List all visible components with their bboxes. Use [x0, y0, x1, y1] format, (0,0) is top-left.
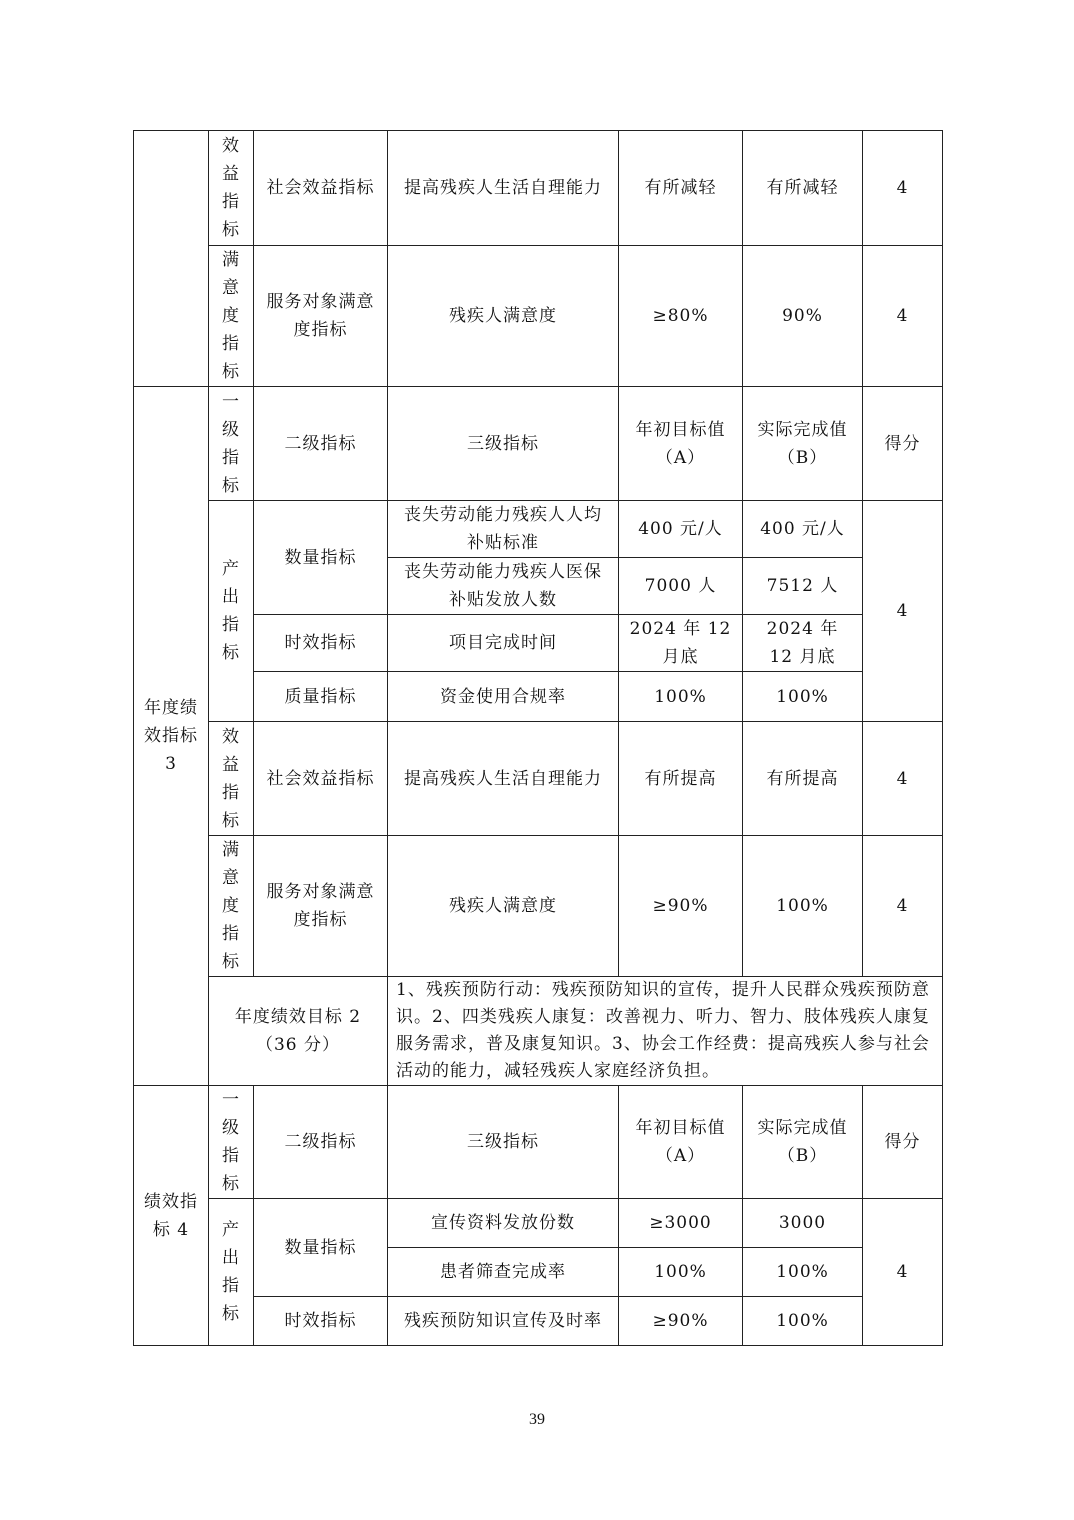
header-level1: [209, 1086, 254, 1199]
vertical-char: 指: [222, 782, 240, 803]
vertical-char: 意: [222, 278, 240, 298]
vertical-char: 出: [222, 1248, 240, 1268]
vertical-char: 标: [222, 1174, 240, 1194]
actual-cell: 100%: [743, 836, 863, 977]
vertical-char: 级: [222, 1118, 240, 1138]
empty-cell: [134, 131, 209, 387]
level2-cell: 时效指标: [254, 1297, 388, 1346]
level3-cell: 丧失劳动能力残疾人人均补贴标准: [388, 501, 619, 558]
target-cell: ≥90%: [619, 836, 743, 977]
vertical-char: 满: [222, 840, 240, 860]
target-cell: ≥80%: [619, 246, 743, 387]
category-cell: [209, 722, 254, 836]
header-actual: 实际完成值（B）: [743, 387, 863, 501]
actual-cell: 400 元/人: [743, 501, 863, 558]
goal-row: [134, 977, 943, 1086]
actual-cell: 7512 人: [743, 558, 863, 615]
level3-cell: 宣传资料发放份数: [388, 1199, 619, 1248]
vertical-char: 益: [222, 164, 240, 184]
goal-text: 1、残疾预防行动：残疾预防知识的宣传，提升人民群众残疾预防意识。2、四类残疾人康复：改善视力、听力、智力、肢体残疾人康复服务需求，普及康复知识。3、协会工作经费：提高残疾人参与社会活动的能力，减轻残疾人家庭经济负担。: [388, 977, 943, 1086]
vertical-char: 标: [222, 220, 240, 240]
header-actual: 实际完成值（B）: [743, 1086, 863, 1199]
vertical-char: 度: [222, 896, 240, 916]
block-title: 绩效指标 4: [134, 1086, 209, 1346]
target-cell: ≥3000: [619, 1199, 743, 1248]
actual-cell: 有所减轻: [743, 131, 863, 246]
actual-cell: 3000: [743, 1199, 863, 1248]
target-cell: 400 元/人: [619, 501, 743, 558]
level2-cell: 时效指标: [254, 615, 388, 672]
vertical-char: 标: [222, 643, 240, 663]
vertical-char: 产: [222, 559, 240, 579]
score-cell: 4: [863, 1199, 943, 1346]
level3-cell: 项目完成时间: [388, 615, 619, 672]
vertical-char: 益: [222, 754, 240, 775]
level2-cell: 社会效益指标: [254, 722, 388, 836]
vertical-char: 效: [222, 726, 240, 747]
actual-cell: 90%: [743, 246, 863, 387]
table-header-row: [134, 387, 943, 501]
target-cell: 2024 年 12 月底: [619, 615, 743, 672]
vertical-char: 标: [222, 1304, 240, 1324]
level3-cell: 残疾人满意度: [388, 836, 619, 977]
level2-cell: 服务对象满意度指标: [254, 836, 388, 977]
vertical-char: 指: [222, 1146, 240, 1166]
score-cell: 4: [863, 501, 943, 722]
target-cell: 100%: [619, 672, 743, 722]
target-cell: 100%: [619, 1248, 743, 1297]
category-cell: [209, 246, 254, 387]
score-cell: 4: [863, 131, 943, 246]
vertical-char: 指: [222, 1276, 240, 1296]
table-row: [134, 615, 943, 672]
vertical-char: 标: [222, 475, 240, 496]
performance-table: [133, 130, 943, 1346]
vertical-char: 标: [222, 362, 240, 382]
target-cell: 有所减轻: [619, 131, 743, 246]
level3-cell: 丧失劳动能力残疾人医保补贴发放人数: [388, 558, 619, 615]
level3-cell: 提高残疾人生活自理能力: [388, 131, 619, 246]
table-row: [134, 1199, 943, 1248]
table-row: [134, 246, 943, 387]
category-cell: [209, 1199, 254, 1346]
header-level1: [209, 387, 254, 501]
header-level2: 二级指标: [254, 1086, 388, 1199]
vertical-char: 一: [222, 391, 240, 412]
vertical-char: 产: [222, 1220, 240, 1240]
table-row: [134, 1297, 943, 1346]
actual-cell: 有所提高: [743, 722, 863, 836]
table-row: [134, 836, 943, 977]
level2-cell: 服务对象满意度指标: [254, 246, 388, 387]
level2-cell: 数量指标: [254, 1199, 388, 1297]
vertical-char: 度: [222, 306, 240, 326]
vertical-char: 意: [222, 868, 240, 888]
header-target: 年初目标值（A）: [619, 1086, 743, 1199]
header-level2: 二级指标: [254, 387, 388, 501]
vertical-char: 标: [222, 952, 240, 972]
header-target: 年初目标值（A）: [619, 387, 743, 501]
level3-cell: 残疾预防知识宣传及时率: [388, 1297, 619, 1346]
vertical-char: 指: [222, 192, 240, 212]
vertical-char: 指: [222, 924, 240, 944]
vertical-char: 出: [222, 587, 240, 607]
vertical-char: 指: [222, 447, 240, 468]
actual-cell: 100%: [743, 1248, 863, 1297]
table-row: [134, 501, 943, 558]
level3-cell: 提高残疾人生活自理能力: [388, 722, 619, 836]
page-number: 39: [529, 1411, 545, 1428]
table-row: [134, 131, 943, 246]
vertical-char: 指: [222, 334, 240, 354]
vertical-char: 标: [222, 810, 240, 831]
vertical-char: 效: [222, 136, 240, 156]
level2-cell: 社会效益指标: [254, 131, 388, 246]
table-row: [134, 672, 943, 722]
category-cell: [209, 501, 254, 722]
vertical-char: 指: [222, 615, 240, 635]
vertical-char: 满: [222, 250, 240, 270]
actual-cell: 100%: [743, 1297, 863, 1346]
target-cell: 7000 人: [619, 558, 743, 615]
target-cell: 有所提高: [619, 722, 743, 836]
category-cell: [209, 131, 254, 246]
header-score: 得分: [863, 387, 943, 501]
level2-cell: 数量指标: [254, 501, 388, 615]
score-cell: 4: [863, 836, 943, 977]
header-level3: 三级指标: [388, 1086, 619, 1199]
level2-cell: 质量指标: [254, 672, 388, 722]
actual-cell: 100%: [743, 672, 863, 722]
actual-cell: 2024 年 12 月底: [743, 615, 863, 672]
goal-label: 年度绩效目标 2（36 分）: [209, 977, 388, 1086]
table-header-row: [134, 1086, 943, 1199]
level3-cell: 残疾人满意度: [388, 246, 619, 387]
category-cell: [209, 836, 254, 977]
level3-cell: 患者筛查完成率: [388, 1248, 619, 1297]
vertical-char: 级: [222, 419, 240, 440]
header-score: 得分: [863, 1086, 943, 1199]
target-cell: ≥90%: [619, 1297, 743, 1346]
table-row: [134, 722, 943, 836]
block-title: 年度绩效指标 3: [134, 387, 209, 1086]
score-cell: 4: [863, 246, 943, 387]
score-cell: 4: [863, 722, 943, 836]
header-level3: 三级指标: [388, 387, 619, 501]
level3-cell: 资金使用合规率: [388, 672, 619, 722]
vertical-char: 一: [222, 1090, 240, 1110]
